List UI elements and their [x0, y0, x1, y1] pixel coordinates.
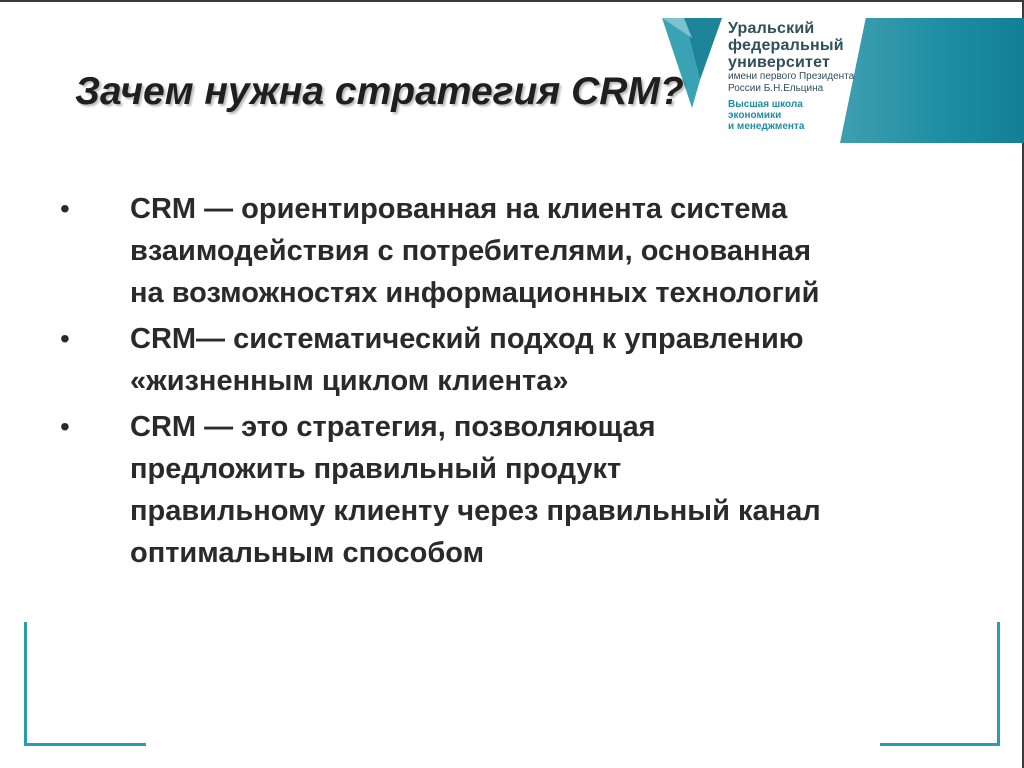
bullet-list [60, 188, 980, 578]
logo-school-line: экономики [728, 110, 782, 121]
logo-school-block [728, 99, 854, 132]
corner-bracket-bottom-right [880, 743, 1000, 746]
slide-title: Зачем нужна стратегия CRM? [75, 70, 684, 113]
logo-dedication-line: имени первого Президента [728, 71, 855, 82]
corner-bracket-bottom-left [24, 743, 146, 746]
corner-bracket-bottom-left [24, 622, 27, 746]
logo-teal-band [840, 18, 1024, 143]
logo-dedication-line: России Б.Н.Ельцина [728, 83, 824, 94]
logo-university-line: университет [728, 54, 830, 71]
university-logo-text [728, 20, 854, 132]
bullet-text: CRM — это стратегия, позволяющая предложить правильный продукт правильному клиенту через правильный канал оптимальным способом [130, 411, 821, 569]
bullet-item [60, 188, 980, 314]
bullet-item [60, 318, 980, 402]
bullet-item [60, 406, 980, 574]
logo-school-line: и менеджмента [728, 121, 805, 132]
bullet-marker: • [60, 323, 70, 354]
logo-university-line: федеральный [728, 37, 844, 54]
slide-top-border [0, 0, 1022, 2]
bullet-text: CRM— систематический подход к управлению «жизненным циклом клиента» [130, 323, 804, 397]
bullet-text: CRM — ориентированная на клиента система взаимодействия с потребителями, основанная на возможностях информационных технологий [130, 193, 820, 309]
corner-bracket-bottom-right [997, 622, 1000, 746]
logo-school-line: Высшая школа [728, 99, 803, 110]
bullet-marker: • [60, 193, 70, 224]
logo-university-line: Уральский [728, 20, 815, 37]
bullet-marker: • [60, 411, 70, 442]
